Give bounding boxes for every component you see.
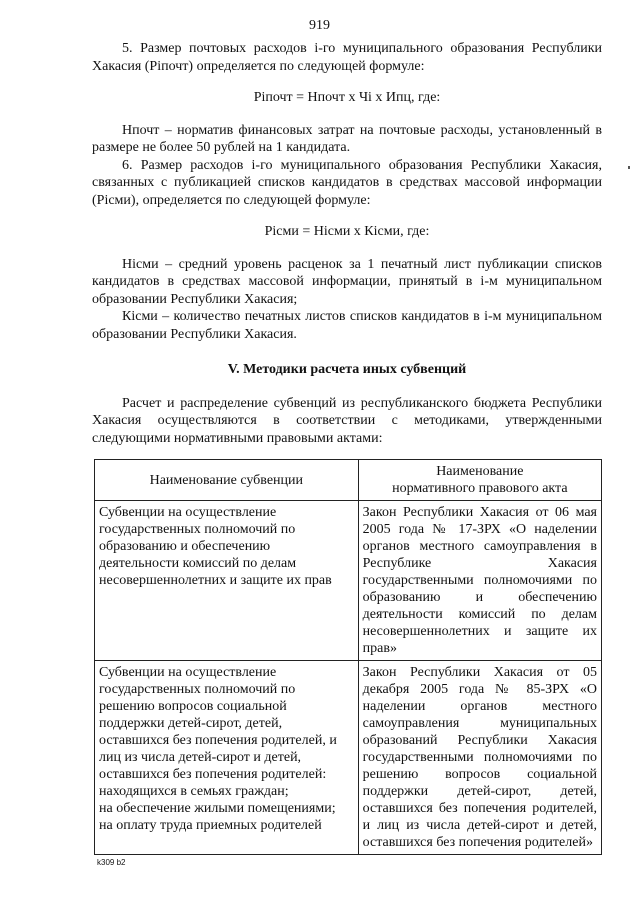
header-subvention-label: Наименование субвенции [149, 472, 304, 488]
paragraph-intro: Расчет и распределение субвенций из республиканского бюджета Республики Хакасия осуществляются в соответствии с методиками, утвержденными следующими нормативными правовыми актами: [92, 395, 602, 446]
cell-act: Закон Республики Хакасия от 05 декабря 2005 года № 85-ЗРХ «О наделении органов местного самоуправления муниципальных образований Республики Хакасия государственными полномочиями по решению вопросов социальной поддержки детей-сирот, детей, оставшихся без попечения родителей, и лиц из числа детей-сирот и детей, оставшихся без попечения родителей» [358, 661, 601, 855]
table-header-act [358, 460, 601, 501]
header-act-line1: Наименование [436, 464, 524, 479]
paragraph-npocht: Нпочт – норматив финансовых затрат на почтовые расходы, установленный в размере не более 50 рублей на 1 кандидата. [92, 122, 602, 155]
formula-postal: Рiпочт = Нпочт х Чi х Ипц, где: [253, 90, 441, 105]
footer-code: k309 b2 [97, 858, 126, 867]
cell-act: Закон Республики Хакасия от 06 мая 2005 года № 17-ЗРХ «О наделении органов местного самоуправления в Республике Хакасия государственными полномочиями по образованию и обеспечению деятельности комиссий по делам несовершеннолетних и защите их прав» [358, 501, 601, 661]
document-body [92, 40, 602, 855]
page-number: 919 [309, 18, 330, 33]
subvention-text: Субвенции на осуществление государственных полномочий по образованию и обеспечению деятельности комиссий по делам несовершеннолетних и защите их прав [99, 505, 332, 588]
cell-subvention [95, 661, 359, 855]
header-act-line2: нормативного правового акта [392, 481, 568, 496]
cell-subvention [95, 501, 359, 661]
scan-speck [628, 166, 630, 169]
subventions-table [94, 459, 602, 855]
paragraph-kismi: Кiсми – количество печатных листов списков кандидатов в i-м муниципальном образовании Республики Хакасия. [92, 309, 602, 342]
table-row [95, 661, 602, 855]
subvention-item: находящихся в семьях граждан; [99, 784, 289, 799]
table-header-row [95, 460, 602, 501]
paragraph-5: 5. Размер почтовых расходов i-го муниципального образования Республики Хакасия (Рiпочт) определяется по следующей формуле: [92, 41, 602, 74]
table-row [95, 501, 602, 661]
subvention-text: Субвенции на осуществление государственных полномочий по решению вопросов социальной поддержки детей-сирот, детей, оставшихся без попечения родителей, и лиц из числа детей-сирот и детей, оставшихся без попечения родителей: [99, 665, 337, 782]
table-header-subvention [95, 460, 359, 501]
subvention-item: на обеспечение жилыми помещениями; [99, 801, 336, 816]
section-heading: V. Методики расчета иных субвенций [227, 362, 467, 377]
paragraph-nismi: Нiсми – средний уровень расценок за 1 печатный лист публикации списков кандидатов в средствах массовой информации, принятый в i-м муниципальном образовании Республики Хакасия; [92, 256, 602, 307]
formula-media: Рiсми = Нiсми х Кiсми, где: [264, 224, 430, 239]
paragraph-6: 6. Размер расходов i-го муниципального образования Республики Хакасия, связанных с публикацией списков кандидатов в средствах массовой информации (Рiсми), определяется по следующей формуле: [92, 157, 602, 208]
subvention-item: на оплату труда приемных родителей [99, 818, 322, 833]
